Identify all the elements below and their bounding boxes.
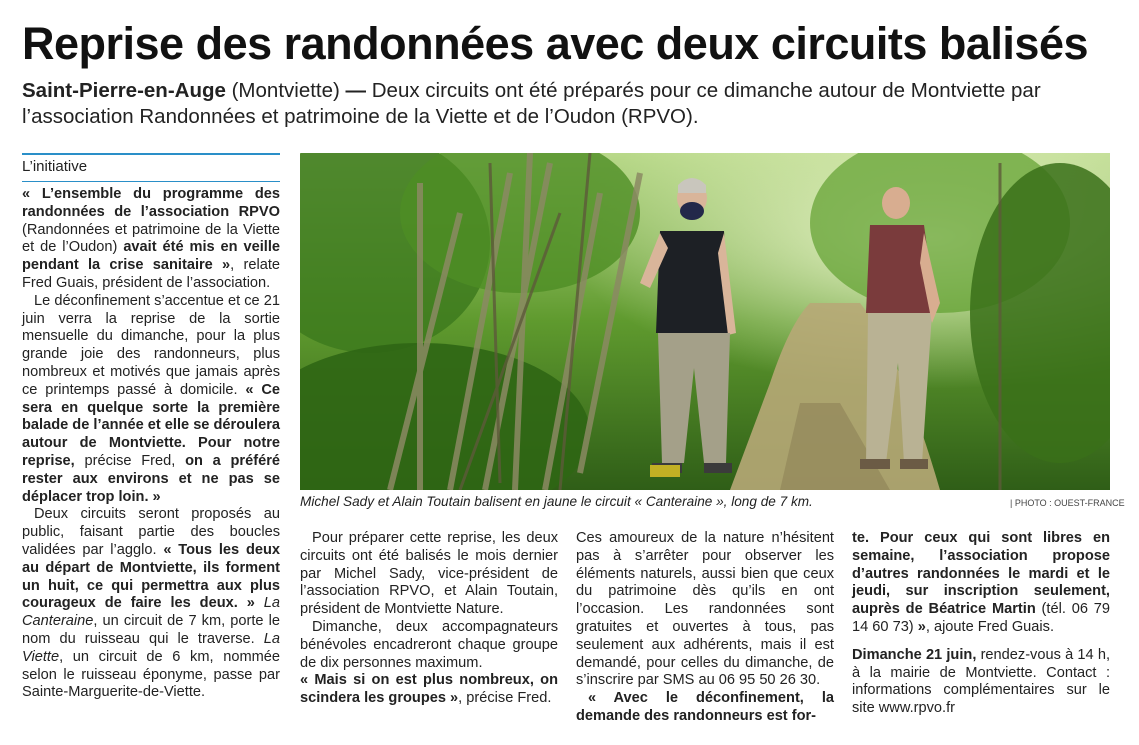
col1-quote-2: avait été mis en veille pendant la crise sanitaire » xyxy=(22,239,281,274)
col1-text-6: , un circuit de 7 km, porte le nom du ruisseau qui le traverse. xyxy=(22,613,280,647)
col1-text-2: , relate Fred Guais, président de l’association. xyxy=(22,257,280,291)
section-rubric: L’initiative xyxy=(22,153,280,182)
col1-quote-5: « Tous les deux au départ de Montviette, ils forment un huit, ce qui permettra aux plus courageux de faire les deux. » xyxy=(22,541,281,612)
col1-circuit-name-1: La Canteraine xyxy=(22,595,280,630)
col4-paragraph-2 xyxy=(852,647,1110,718)
lead-place: Saint-Pierre-en-Auge xyxy=(22,79,226,102)
lead-sub-place: (Montviette) xyxy=(231,79,340,102)
column-4 xyxy=(852,530,1110,718)
article-photo xyxy=(300,153,1110,490)
col4-rendezvous: rendez-vous à 14 h, à la mairie de Montviette. Contact : informations complémentaires sur le site www.rpvo.fr xyxy=(852,646,1110,717)
col4-quote-end: » xyxy=(913,618,926,635)
col1-text-5: Deux circuits seront proposés au public, faisant partie des boucles validées par l’agglo. xyxy=(22,506,280,558)
col2-paragraph-2: Dimanche, deux accompagnateurs bénévoles encadreront chaque groupe de dix personnes maximum. xyxy=(300,618,558,671)
col1-text-3: Le déconfinement s’accentue et ce 21 juin verra la reprise de la sortie mensuelle du dimanche, pour la plus grande joie des randonneurs, plus nombreux et motivés que jamais après ce printemps passé à domicile. xyxy=(22,292,280,398)
col2-paragraph-3 xyxy=(300,672,558,708)
col1-paragraph-3 xyxy=(22,506,280,702)
photo-credit: | PHOTO : OUEST-FRANCE xyxy=(1010,498,1125,508)
lead-text: Deux circuits ont été préparés pour ce dimanche autour de Montviette par l’association Randonnées et patrimoine de la Viette et de l’Oudon (RPVO). xyxy=(22,79,1041,128)
lead-dash: — xyxy=(345,79,367,102)
col4-phone: (tél. 06 79 14 60 73) xyxy=(852,601,1110,635)
col1-paragraph-1 xyxy=(22,186,280,293)
col2-quote: « Mais si on est plus nombreux, on scindera les groupes » xyxy=(300,672,558,707)
forest-path-photo xyxy=(300,153,1110,490)
col2-paragraph-1: Pour préparer cette reprise, les deux circuits ont été balisés le mois dernier par Michel Sady, vice-président de l’association RPVO, et Alain Toutain, président de Montviette Nature. xyxy=(300,530,558,618)
column-2 xyxy=(300,530,558,708)
col1-text-7: , un circuit de 6 km, nommée selon le ruisseau éponyme, passe par Sainte-Marguerite-de-Viette. xyxy=(22,648,280,701)
col4-text: , ajoute Fred Guais. xyxy=(925,618,1055,635)
col1-text-4: précise Fred, xyxy=(74,452,186,469)
col4-paragraph-1 xyxy=(852,530,1110,637)
headline: Reprise des randonnées avec deux circuits balisés xyxy=(22,18,1089,69)
col3-quote: « Avec le déconfinement, la demande des randonneurs est for- xyxy=(576,690,834,724)
col2-text: , précise Fred. xyxy=(458,690,552,707)
col1-quote-4: on a préféré rester aux environs et ne pas se déplacer trop loin. » xyxy=(22,452,280,505)
col1-quote-3: « Ce sera en quelque sorte la première balade de l’année et elle se déroulera autour de Montviette. Pour notre reprise, xyxy=(22,381,281,469)
col1-circuit-name-2: La Viette xyxy=(22,630,280,665)
lead-paragraph xyxy=(22,78,1122,130)
photo-caption: Michel Sady et Alain Toutain balisent en jaune le circuit « Canteraine », long de 7 km. xyxy=(300,494,813,509)
col4-date: Dimanche 21 juin, xyxy=(852,646,977,663)
col4-quote: te. Pour ceux qui sont libres en semaine, l’association propose d’autres randonnées le mardi et le jeudi, sur inscription seulement, auprès de Béatrice Martin xyxy=(852,530,1110,618)
col1-text-1: (Randonnées et patrimoine de la Viette et de l’Oudon) xyxy=(22,221,280,256)
column-1 xyxy=(22,186,280,702)
column-3 xyxy=(576,530,834,726)
col3-paragraph-2 xyxy=(576,690,834,726)
col3-paragraph-1: Ces amoureux de la nature n’hésitent pas à s’arrêter pour observer les éléments naturels, aussi bien que ceux du patrimoine dès qu’ils en ont l’occasion. Les randonnées sont gratuites et ouvertes à tous, pas seulement aux adhérents, mais il est demandé, pour celles du dimanche, de s’inscrire par SMS au 06 95 50 26 30. xyxy=(576,530,834,689)
col1-paragraph-2 xyxy=(22,293,280,507)
col1-quote-1: « L’ensemble du programme des randonnées de l’association RPVO xyxy=(22,186,280,220)
